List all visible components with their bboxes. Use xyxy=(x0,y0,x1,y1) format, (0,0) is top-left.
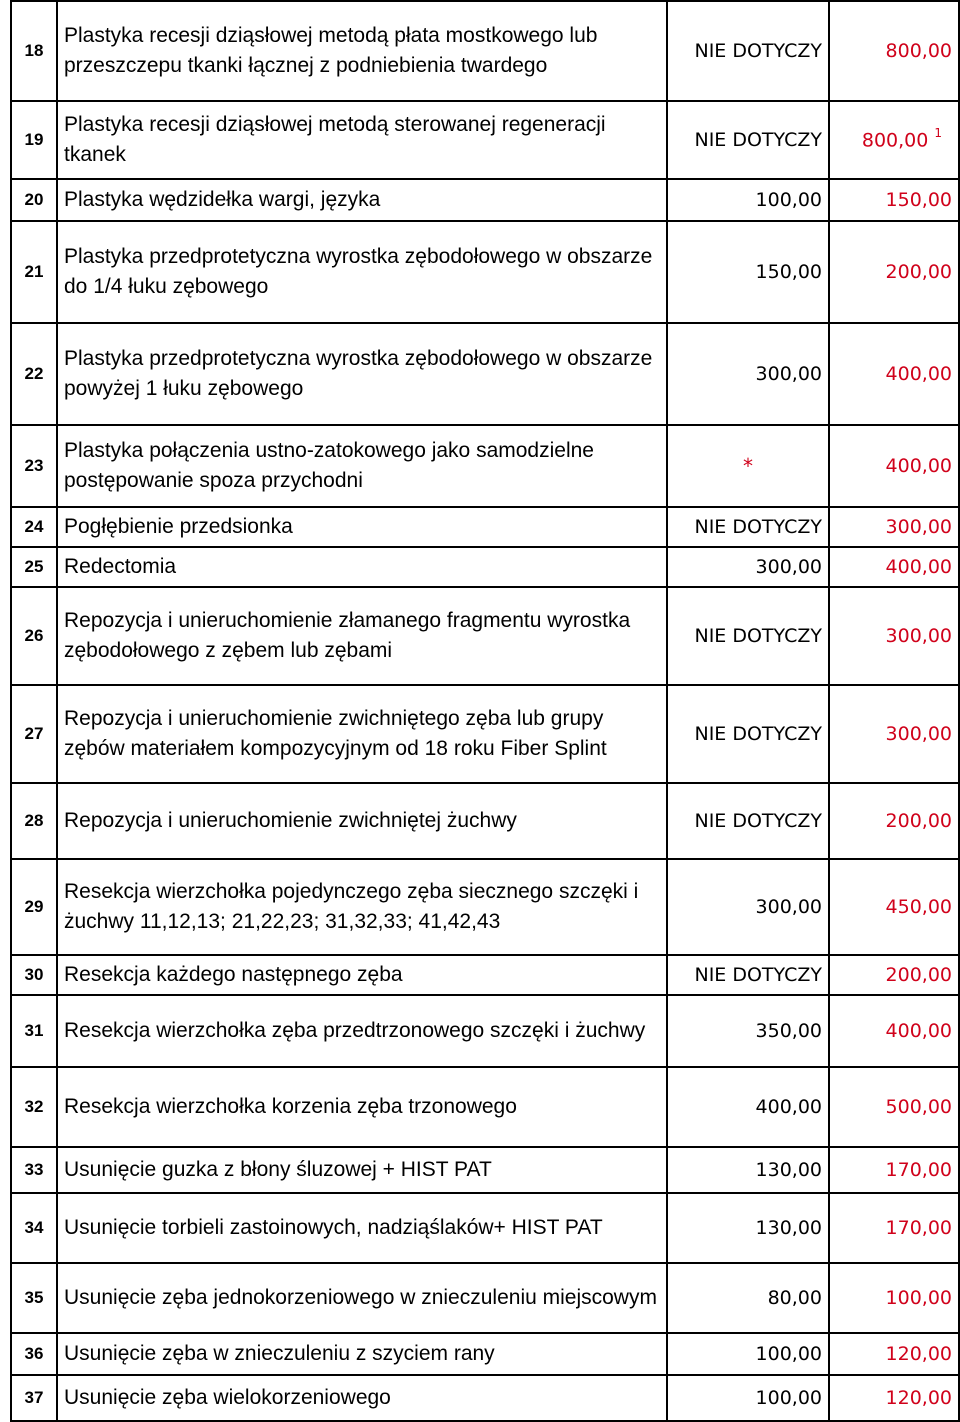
table-row xyxy=(11,1193,959,1263)
row-number: 34 xyxy=(11,1193,57,1263)
row-number: 31 xyxy=(11,995,57,1067)
price-column-b xyxy=(829,425,959,507)
procedure-name: Plastyka recesji dziąsłowej metodą sterowanej regeneracji tkanek xyxy=(57,101,667,179)
price-b-value: 170,00 xyxy=(885,1159,952,1181)
price-column-b xyxy=(829,1147,959,1193)
price-column-b xyxy=(829,179,959,221)
table-row xyxy=(11,101,959,179)
price-column-a: NIE DOTYCZY xyxy=(667,507,829,547)
table-row xyxy=(11,955,959,995)
procedure-name: Plastyka wędzidełka wargi, języka xyxy=(57,179,667,221)
price-column-a: NIE DOTYCZY xyxy=(667,1,829,101)
procedure-name: Plastyka przedprotetyczna wyrostka zębodołowego w obszarze do 1/4 łuku zębowego xyxy=(57,221,667,323)
price-table xyxy=(10,0,960,1422)
price-b-value: 120,00 xyxy=(885,1343,952,1365)
row-number: 33 xyxy=(11,1147,57,1193)
procedure-name: Usunięcie guzka z błony śluzowej + HIST PAT xyxy=(57,1147,667,1193)
price-column-b xyxy=(829,1375,959,1421)
row-number: 28 xyxy=(11,783,57,859)
price-b-value: 100,00 xyxy=(885,1287,952,1309)
procedure-name: Resekcja wierzchołka zęba przedtrzonowego szczęki i żuchwy xyxy=(57,995,667,1067)
price-column-a: 400,00 xyxy=(667,1067,829,1147)
price-column-b xyxy=(829,323,959,425)
row-number: 37 xyxy=(11,1375,57,1421)
row-number: 19 xyxy=(11,101,57,179)
footnote-marker: 1 xyxy=(934,126,942,141)
price-column-a: 300,00 xyxy=(667,547,829,587)
table-row xyxy=(11,425,959,507)
procedure-name: Pogłębienie przedsionka xyxy=(57,507,667,547)
table-row xyxy=(11,783,959,859)
price-b-value: 400,00 xyxy=(885,556,952,578)
price-b-value: 400,00 xyxy=(885,363,952,385)
table-row xyxy=(11,179,959,221)
procedure-name: Resekcja wierzchołka korzenia zęba trzonowego xyxy=(57,1067,667,1147)
price-column-b xyxy=(829,685,959,783)
price-column-a: 100,00 xyxy=(667,179,829,221)
price-column-a xyxy=(667,425,829,507)
price-column-a: 100,00 xyxy=(667,1375,829,1421)
price-b-value: 450,00 xyxy=(885,896,952,918)
table-row xyxy=(11,1333,959,1375)
table-row xyxy=(11,547,959,587)
table-row xyxy=(11,1147,959,1193)
procedure-name: Repozycja i unieruchomienie złamanego fragmentu wyrostka zębodołowego z zębem lub zębami xyxy=(57,587,667,685)
row-number: 22 xyxy=(11,323,57,425)
price-b-value: 170,00 xyxy=(885,1217,952,1239)
price-b-value: 800,00 xyxy=(861,129,929,152)
price-b-value: 500,00 xyxy=(885,1096,952,1118)
procedure-name: Resekcja każdego następnego zęba xyxy=(57,955,667,995)
procedure-name: Repozycja i unieruchomienie zwichniętej żuchwy xyxy=(57,783,667,859)
price-b-value: 150,00 xyxy=(885,189,952,211)
procedure-name: Repozycja i unieruchomienie zwichniętego zęba lub grupy zębów materiałem kompozycyjnym od 18 roku Fiber Splint xyxy=(57,685,667,783)
table-row xyxy=(11,685,959,783)
procedure-name: Redectomia xyxy=(57,547,667,587)
price-b-value: 300,00 xyxy=(885,723,952,745)
price-b-value: 300,00 xyxy=(885,625,952,647)
price-column-a: 130,00 xyxy=(667,1147,829,1193)
row-number: 27 xyxy=(11,685,57,783)
row-number: 26 xyxy=(11,587,57,685)
price-column-b xyxy=(829,1333,959,1375)
procedure-name: Plastyka przedprotetyczna wyrostka zębodołowego w obszarze powyżej 1 łuku zębowego xyxy=(57,323,667,425)
price-column-b xyxy=(829,507,959,547)
price-column-a: 350,00 xyxy=(667,995,829,1067)
price-column-a: NIE DOTYCZY xyxy=(667,101,829,179)
price-column-a: 150,00 xyxy=(667,221,829,323)
table-row xyxy=(11,507,959,547)
procedure-name: Resekcja wierzchołka pojedynczego zęba siecznego szczęki i żuchwy 11,12,13; 21,22,23; 31,32,33; 41,42,43 xyxy=(57,859,667,955)
row-number: 35 xyxy=(11,1263,57,1333)
table-row xyxy=(11,1375,959,1421)
price-column-b xyxy=(829,101,959,179)
price-b-value: 200,00 xyxy=(885,810,952,832)
table-row xyxy=(11,1263,959,1333)
row-number: 30 xyxy=(11,955,57,995)
procedure-name: Plastyka recesji dziąsłowej metodą płata mostkowego lub przeszczepu tkanki łącznej z podniebienia twardego xyxy=(57,1,667,101)
price-b-value: 200,00 xyxy=(885,964,952,986)
price-column-b xyxy=(829,221,959,323)
price-b-value: 300,00 xyxy=(885,516,952,538)
procedure-name: Usunięcie torbieli zastoinowych, nadziąślaków+ HIST PAT xyxy=(57,1193,667,1263)
price-b-value: 200,00 xyxy=(885,261,952,283)
procedure-name: Usunięcie zęba wielokorzeniowego xyxy=(57,1375,667,1421)
price-column-a: 300,00 xyxy=(667,323,829,425)
row-number: 25 xyxy=(11,547,57,587)
price-column-b xyxy=(829,995,959,1067)
price-column-b xyxy=(829,859,959,955)
price-column-b xyxy=(829,955,959,995)
row-number: 29 xyxy=(11,859,57,955)
price-column-b xyxy=(829,1067,959,1147)
price-b-value: 800,00 xyxy=(885,40,952,62)
row-number: 36 xyxy=(11,1333,57,1375)
row-number: 23 xyxy=(11,425,57,507)
asterisk-mark: * xyxy=(743,454,753,478)
row-number: 21 xyxy=(11,221,57,323)
price-b-value: 400,00 xyxy=(885,455,952,477)
price-column-a: NIE DOTYCZY xyxy=(667,783,829,859)
price-column-a: 100,00 xyxy=(667,1333,829,1375)
table-row xyxy=(11,859,959,955)
procedure-name: Usunięcie zęba jednokorzeniowego w znieczuleniu miejscowym xyxy=(57,1263,667,1333)
row-number: 18 xyxy=(11,1,57,101)
table-row xyxy=(11,1067,959,1147)
row-number: 24 xyxy=(11,507,57,547)
row-number: 32 xyxy=(11,1067,57,1147)
table-row xyxy=(11,323,959,425)
price-column-a: NIE DOTYCZY xyxy=(667,955,829,995)
price-b-value: 120,00 xyxy=(885,1387,952,1409)
price-column-b xyxy=(829,1193,959,1263)
row-number: 20 xyxy=(11,179,57,221)
table-row xyxy=(11,221,959,323)
price-column-a: NIE DOTYCZY xyxy=(667,587,829,685)
procedure-name: Usunięcie zęba w znieczuleniu z szyciem rany xyxy=(57,1333,667,1375)
price-column-a: NIE DOTYCZY xyxy=(667,685,829,783)
price-column-b xyxy=(829,547,959,587)
procedure-name: Plastyka połączenia ustno-zatokowego jako samodzielne postępowanie spoza przychodni xyxy=(57,425,667,507)
table-row xyxy=(11,995,959,1067)
price-column-a: 300,00 xyxy=(667,859,829,955)
price-column-a: 80,00 xyxy=(667,1263,829,1333)
table-row xyxy=(11,587,959,685)
price-column-b xyxy=(829,587,959,685)
price-b-value: 400,00 xyxy=(885,1020,952,1042)
table-row xyxy=(11,1,959,101)
price-column-b xyxy=(829,1,959,101)
price-column-b xyxy=(829,783,959,859)
price-column-b xyxy=(829,1263,959,1333)
price-column-a: 130,00 xyxy=(667,1193,829,1263)
table-body xyxy=(11,1,959,1421)
